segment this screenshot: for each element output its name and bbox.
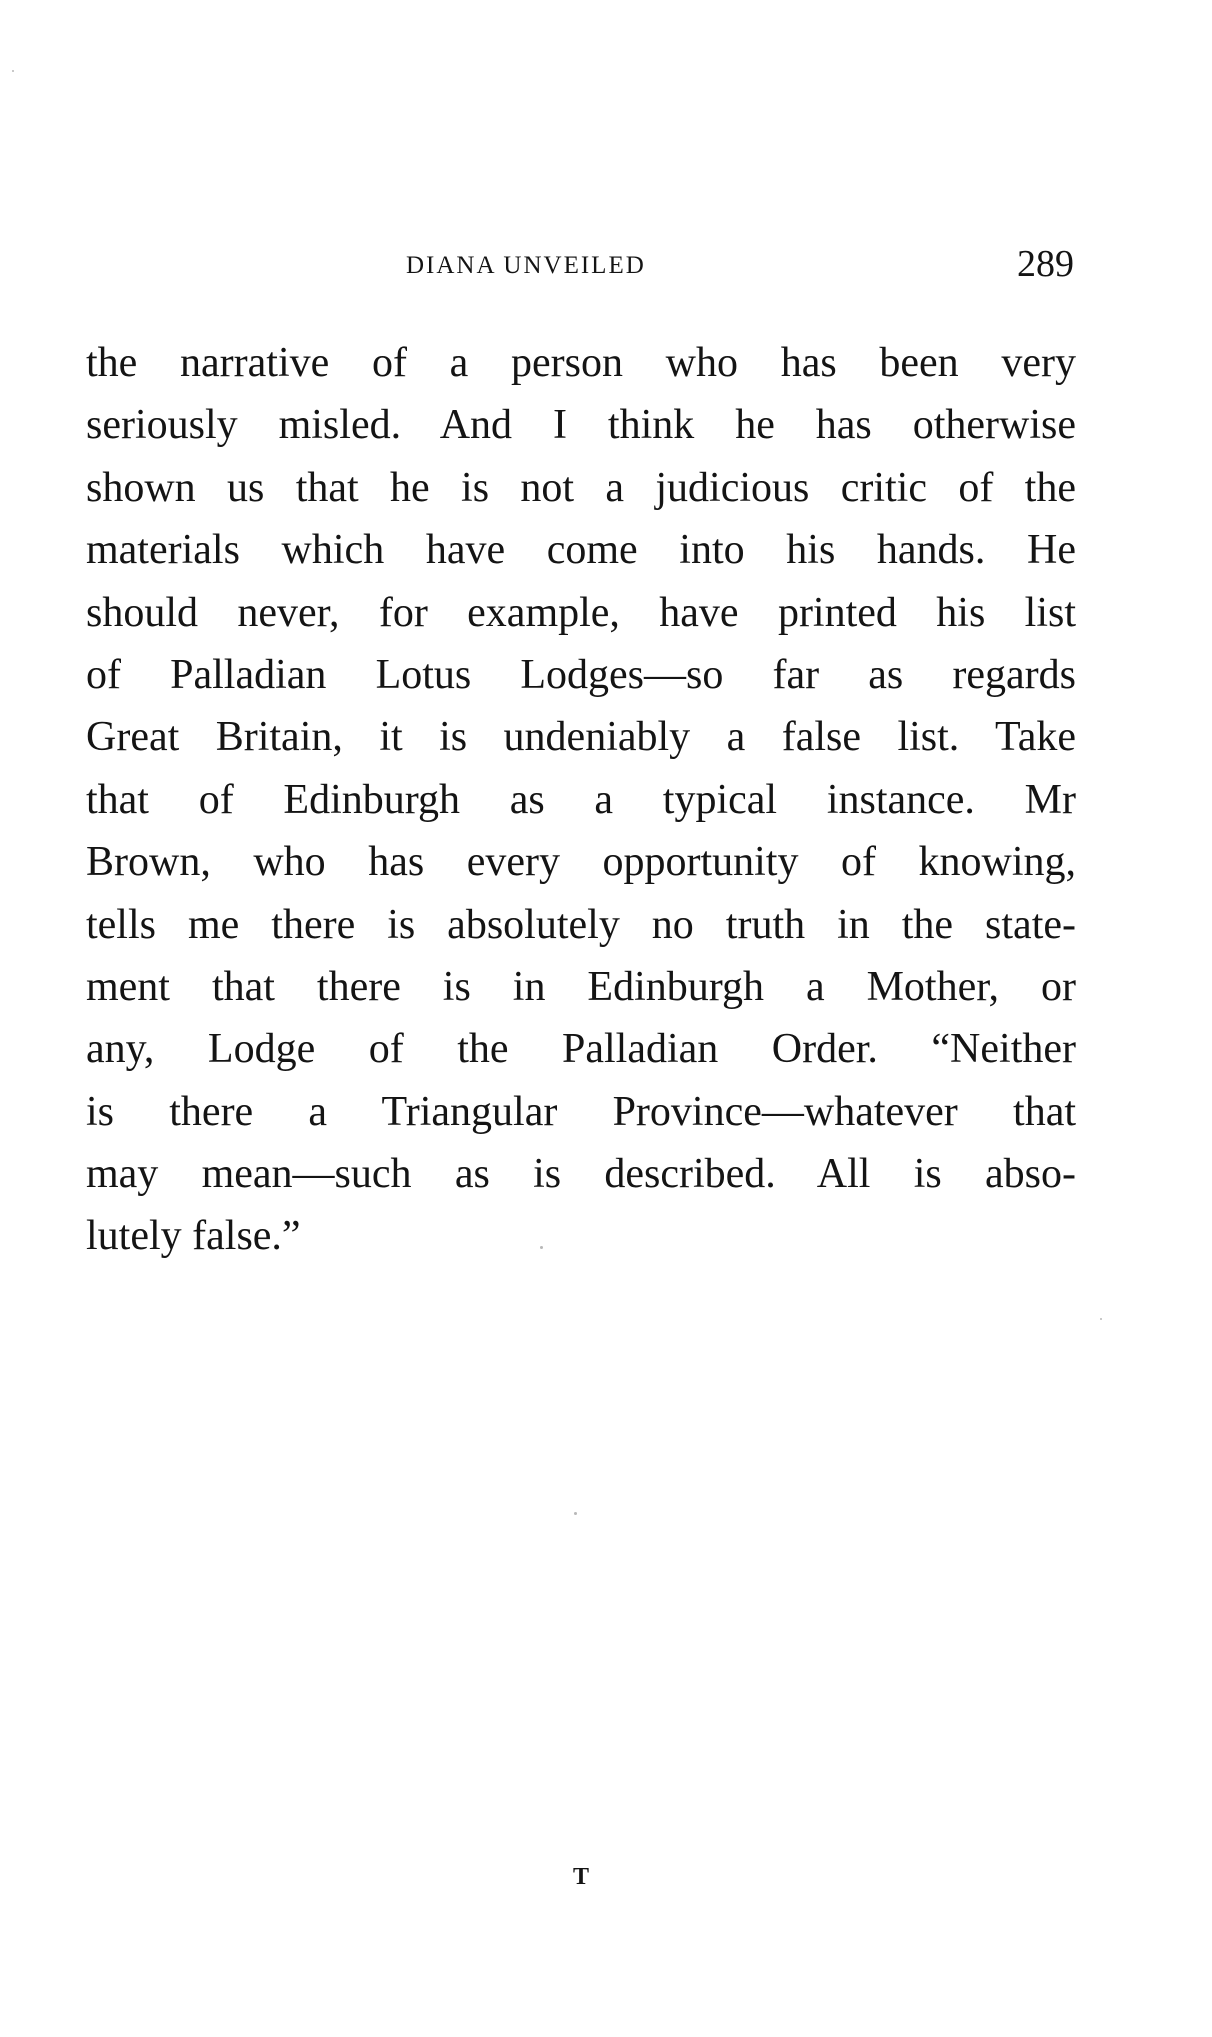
text-line: should never, for example, have printed his list xyxy=(86,589,1076,636)
running-title: DIANA UNVEILED xyxy=(406,252,646,279)
text-line: may mean—such as is described. All is abso- xyxy=(86,1151,1076,1198)
text-line: materials which have come into his hands. He xyxy=(86,527,1076,574)
text-line: shown us that he is not a judicious critic of the xyxy=(86,464,1076,511)
page-number: 289 xyxy=(1017,243,1074,285)
text-line: that of Edinburgh as a typical instance. Mr xyxy=(86,776,1076,823)
text-line: is there a Triangular Province—whatever that xyxy=(86,1088,1076,1135)
text-line: Great Britain, it is undeniably a false list. Take xyxy=(86,714,1076,761)
paper-speck xyxy=(1100,1318,1102,1320)
body-text xyxy=(86,332,1076,1268)
text-line: seriously misled. And I think he has otherwise xyxy=(86,402,1076,449)
paper-speck xyxy=(540,1246,543,1249)
text-line: the narrative of a person who has been very xyxy=(86,340,1076,386)
text-line: ment that there is in Edinburgh a Mother, or xyxy=(86,963,1076,1010)
text-line-last: lutely false.” xyxy=(86,1213,301,1260)
signature-mark: T xyxy=(573,1864,590,1890)
running-head xyxy=(86,243,1076,288)
paper-speck xyxy=(574,1512,577,1515)
paper-speck xyxy=(12,70,14,72)
text-line: tells me there is absolutely no truth in the state- xyxy=(86,901,1076,948)
text-line: of Palladian Lotus Lodges—so far as regards xyxy=(86,651,1076,698)
text-line: Brown, who has every opportunity of knowing, xyxy=(86,839,1076,886)
text-line: any, Lodge of the Palladian Order. “Neither xyxy=(86,1026,1076,1073)
